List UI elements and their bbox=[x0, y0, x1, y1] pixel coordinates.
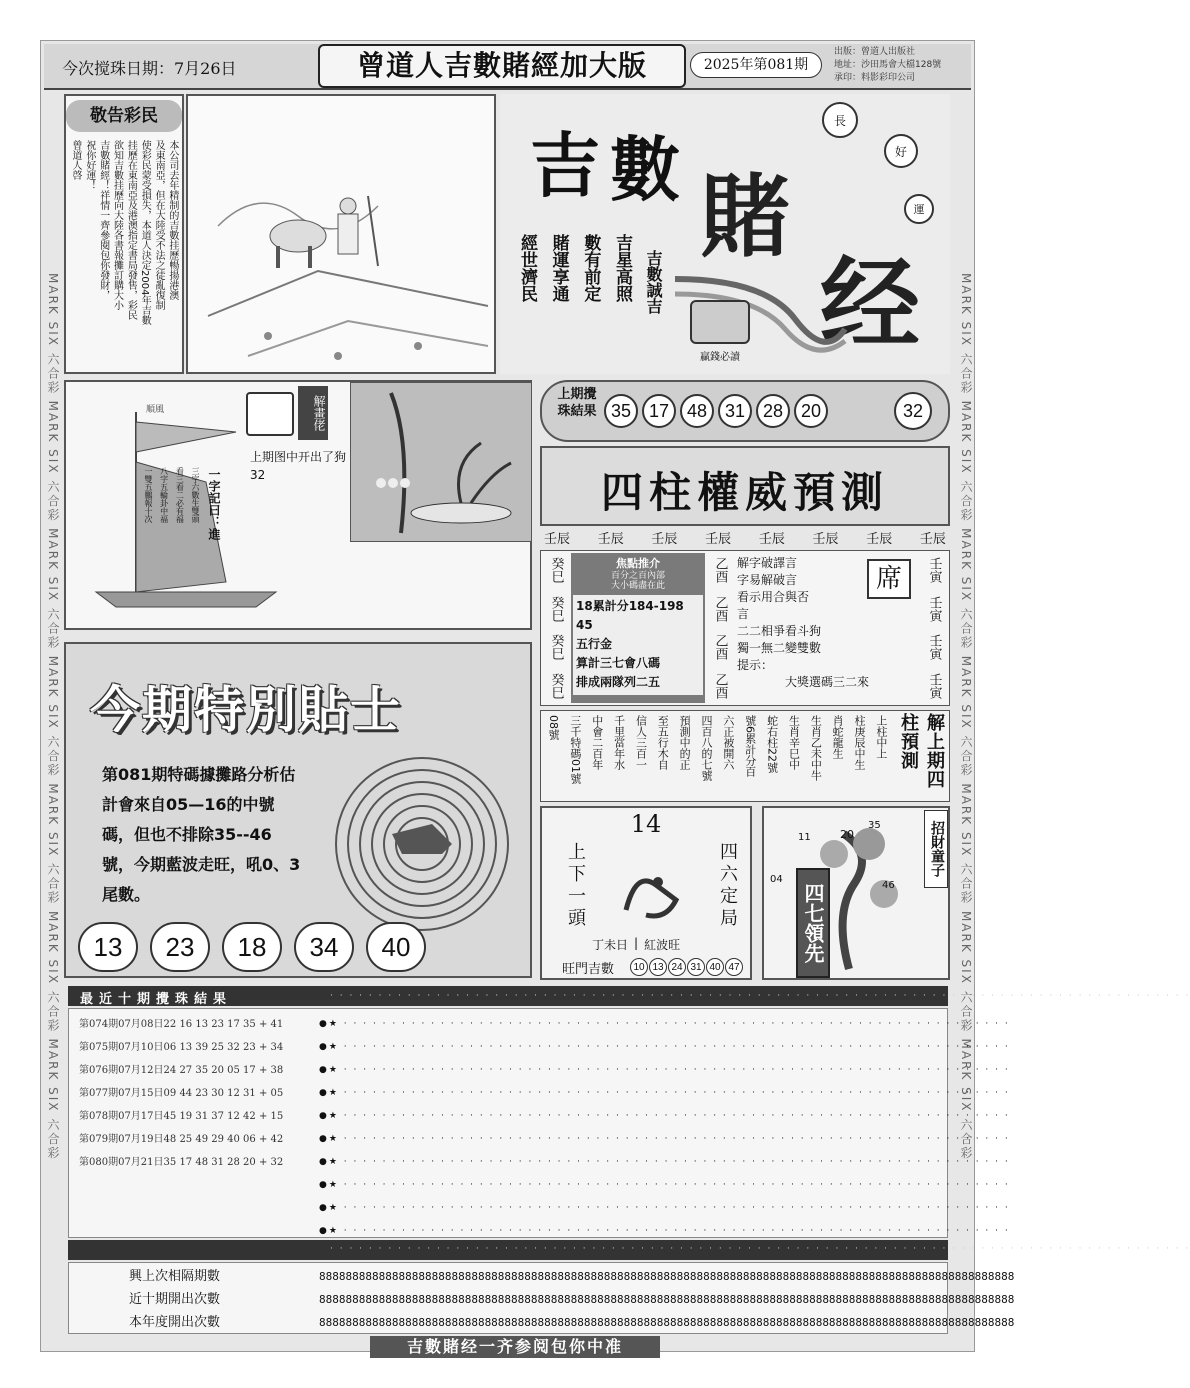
table-row: 第076期07月12日24 27 35 20 05 17 + 38 bbox=[79, 1065, 284, 1076]
solver-label: 解畫佬 bbox=[298, 386, 328, 440]
notice-col: 欲知吉數挂歷向大陸各書報攤訂購大小 bbox=[111, 140, 123, 310]
table-row: 第079期07月19日48 25 49 29 40 06 + 42 bbox=[79, 1134, 284, 1145]
explain-col: 生肖辛巳中 bbox=[787, 715, 801, 770]
pillar-top-row bbox=[540, 528, 950, 548]
fortune-number: 35 bbox=[868, 820, 881, 831]
pillar-cell: 癸巳 bbox=[548, 557, 564, 584]
tip-title: 今期特別貼士 bbox=[90, 681, 402, 739]
pillar-cell: 癸巳 bbox=[548, 634, 564, 661]
table-row: 第077期07月15日09 44 23 30 12 31 + 05 bbox=[79, 1088, 284, 1099]
pillar-cell: 壬寅 bbox=[926, 672, 942, 699]
explain-col: 四百八的七號 bbox=[700, 715, 714, 781]
stats-value: 888888888888888888888888888888888888888888888888888888888888888888888888888888888888888888888888888888888 bbox=[319, 1316, 1015, 1329]
pillar-cell: 壬辰 bbox=[651, 532, 678, 547]
publisher-line: 地址：沙田馬會大檔128號 bbox=[834, 60, 942, 70]
riddle-picture bbox=[350, 382, 532, 542]
fortune-title: 招財童子 bbox=[924, 810, 948, 888]
hint-line: 看示用合與否 bbox=[737, 590, 810, 604]
pillar-cell: 壬辰 bbox=[597, 532, 624, 547]
dragon-number: 14 bbox=[630, 810, 662, 838]
sail-text bbox=[144, 467, 200, 567]
page-title: 曾道人吉數賭經加大版 bbox=[318, 44, 686, 88]
lucky-ball: 24 bbox=[668, 958, 686, 976]
table-row bbox=[79, 1197, 329, 1220]
brand-du: 賭 bbox=[700, 164, 790, 270]
focus-panel bbox=[571, 553, 705, 703]
notice-col: 吉數賭經！祥情一齊參閱包你發財， bbox=[97, 140, 109, 300]
focus-sub: 大小碼盡在此 bbox=[610, 581, 665, 591]
fortune-number: 20 bbox=[840, 828, 854, 841]
focus-line: 五行金 bbox=[576, 637, 613, 651]
tip-section bbox=[64, 642, 532, 978]
stats-value: 888888888888888888888888888888888888888888888888888888888888888888888888888888888888888888888888888888888 bbox=[319, 1270, 1015, 1283]
pillar-cell: 癸巳 bbox=[548, 595, 564, 622]
pillar-cell: 壬辰 bbox=[812, 532, 839, 547]
pillar-cell: 癸巳 bbox=[548, 672, 564, 699]
fortune-banner: 四七領先 bbox=[796, 868, 830, 978]
table-row: 第078期07月17日45 19 31 37 12 42 + 15 bbox=[79, 1111, 284, 1122]
sail-col: 三字六數生雙頭 bbox=[190, 467, 200, 523]
tree-and-fish-illustration bbox=[351, 383, 531, 541]
riddle-section bbox=[64, 380, 532, 630]
dragon-right-text: 四六定局 bbox=[717, 842, 738, 930]
coin-icon: 運 bbox=[904, 194, 934, 224]
hint-line: 提示： bbox=[737, 658, 774, 672]
notice-col: 及東南亞，但在大陸受不法之徒亂復制 bbox=[153, 140, 165, 310]
tip-ball: 34 bbox=[294, 922, 354, 972]
results-header: 最近十期攪珠結果 bbox=[80, 992, 233, 1007]
stats-label: 本年度開出次數 bbox=[129, 1315, 221, 1330]
hint-line: 獨一無二變雙數 bbox=[737, 641, 822, 655]
publisher-info bbox=[834, 46, 970, 85]
explain-col: 08號 bbox=[547, 715, 560, 740]
notice-title: 敬告彩民 bbox=[66, 100, 182, 132]
tip-ball: 13 bbox=[78, 922, 138, 972]
draw-date: 今次搅珠日期：7月26日 bbox=[62, 59, 237, 78]
ox-herder-illustration bbox=[188, 96, 494, 372]
poem-col: 賭運享通 bbox=[548, 234, 569, 302]
explain-col: 信人三百一 bbox=[634, 715, 648, 770]
pillar-cell: 壬辰 bbox=[544, 532, 571, 547]
pillar-cell: 壬寅 bbox=[926, 595, 942, 622]
riddle-result: 上期图中开出了狗32 bbox=[250, 450, 347, 482]
notice-col: 祝你好運！ bbox=[83, 140, 95, 190]
issue-badge: 2025年第081期 bbox=[690, 52, 822, 78]
pillar-cell: 壬辰 bbox=[758, 532, 785, 547]
focus-line: 18累計分184-198 bbox=[576, 599, 684, 613]
notice-col: 挂歷在東南亞及港澳指定書局發售，彩民 bbox=[125, 140, 137, 320]
results-dot-grid: ●★ · · · · · · · · · · · · · · · · · · · · · · · · · · · · · · · · · · · · · · · · · · · · · · · · · · · · · · · · · · · · · · · · · · · · · ●★ · · · · · · · · · · · · · · · · · · · · · · · · · · · · · · · · · · · · · · · · · · · · · · · · · · · · · · · · · · · · · · · · · · · · · ●★ · · · · · · · · · · · · · · · · · · · · · · · · · · · · · · · · · · · · · · · · · · · · · · · · · · · · · · · · · · · · · · · · · · · · · ●★ · · · · · · · · · · · · · · · · · · · · · · · · · · · · · · · · · · · · · · · · · · · · · · · · · · · · · · · · · · · · · · · · · · · · · ●★ · · · · · · · · · · · · · · · · · · · · · · · · · · · · · · · · · · · · · · · · · · · · · · · · · · · · · · · · · · · · · · · · · · · · · ●★ · · · · · · · · · · · · · · · · · · · · · · · · · · · · · · · · · · · · · · · · · · · · · · · · · · · · · · · · · · · · · · · · · · · · · ●★ · · · · · · · · · · · · · · · · · · · · · · · · · · · · · · · · · · · · · · · · · · · · · · · · · · · · · · · · · · · · · · · · · · · · · ●★ · · · · · · · · · · · · · · · · · · · · · · · · · · · · · · · · · · · · · · · · · · · · · · · · · · · · · · · · · · · · · · · · · · · · · ●★ · · · · · · · · · · · · · · · · · · · · · · · · · · · · · · · · · · · · · · · · · · · · · · · · · · · · · · · · · · · · · · · · · · · · · ●★ · · · · · · · · · · · · · · · · · · · · · · · · · · · · · · · · · · · · · · · · · · · · · · · · · · · · · · · · · · · · · · · · · · · · · bbox=[319, 1019, 1010, 1236]
pillar-left-col bbox=[543, 551, 569, 705]
footer-slogan: 吉數賭经一齐参阅包你中准 bbox=[370, 1336, 660, 1358]
focus-line: 算計三七會八碼 bbox=[576, 656, 661, 670]
riddle-label: 一字記曰：進 bbox=[207, 468, 221, 540]
fortune-number: 04 bbox=[770, 874, 783, 885]
hint-line: 大獎選碼三二來 bbox=[784, 675, 869, 689]
explain-col: 六正被開六 bbox=[721, 715, 735, 770]
publisher-line: 出版：曾道人出版社 bbox=[834, 47, 916, 57]
explain-col: 上柱中上 bbox=[874, 715, 888, 759]
focus-sub: 百分之百內部 bbox=[610, 571, 665, 581]
brand-area bbox=[500, 94, 950, 374]
explain-col: 至五行木自 bbox=[656, 715, 670, 770]
results-table bbox=[68, 1008, 1010, 1238]
pillar-cell: 乙酉 bbox=[712, 595, 728, 622]
stats-value: 888888888888888888888888888888888888888888888888888888888888888888888888888888888888888888888888888888888 bbox=[319, 1293, 1015, 1306]
money-icon bbox=[690, 300, 750, 344]
explain-col: 生肖乙未中牛 bbox=[809, 715, 823, 781]
focus-lines bbox=[573, 595, 703, 695]
explain-col: 千里當年水 bbox=[612, 715, 626, 770]
dragon-icon bbox=[616, 860, 686, 930]
stats-header-dots: · · · · · · · · · · · · · · · · · · · · · · · · · · · · · · · · · · · · · · · · · · · · · · · · · · · · · · · · · · · · · · · · · · · · · · · · · · · · · · · · · · · · · · · · · bbox=[330, 1244, 1190, 1254]
brand-jing: 经 bbox=[820, 245, 920, 363]
brand-shu: 數 bbox=[610, 128, 680, 211]
notice-col: 曾道人啓 bbox=[70, 140, 81, 180]
pillar-right-col bbox=[921, 551, 947, 705]
hint-line: 字易解破言 bbox=[737, 573, 798, 587]
focus-title: 焦點推介 bbox=[616, 557, 660, 570]
left-side-strip: MARK SIX 六合彩 MARK SIX 六合彩 MARK SIX 六合彩 MARK SIX 六合彩 MARK SIX 六合彩 MARK SIX 六合彩 MARK SIX 六合彩 bbox=[46, 273, 60, 1161]
explain-col: 蛇右柱22號 bbox=[765, 715, 779, 773]
brand-badge: 贏錢必讀 bbox=[700, 352, 740, 363]
last-draw-ball: 31 bbox=[718, 394, 752, 428]
results-header-dots: · · · · · · · · · · · · · · · · · · · · · · · · · · · · · · · · · · · · · · · · · · · · · · · · · · · · · · · · · · · · · · · · · · · · · · · · · · · · · · · · · · · · · · · · · bbox=[330, 991, 1190, 1001]
pillar-cell: 乙酉 bbox=[712, 634, 728, 661]
last-draw-ball: 17 bbox=[642, 394, 676, 428]
results-rows bbox=[79, 1013, 329, 1243]
stats-values bbox=[319, 1265, 1015, 1334]
poem-col: 經世濟民 bbox=[517, 234, 537, 302]
right-side-strip: MARK SIX 六合彩 MARK SIX 六合彩 MARK SIX 六合彩 MARK SIX 六合彩 MARK SIX 六合彩 MARK SIX 六合彩 MARK SIX 六合彩 bbox=[959, 273, 973, 1161]
table-row: 第074期07月08日22 16 13 23 17 35 + 41 bbox=[79, 1019, 284, 1030]
fortune-number: 11 bbox=[798, 832, 811, 843]
table-row: 第080期07月21日35 17 48 31 28 20 + 32 bbox=[79, 1157, 284, 1168]
hint-line: 解字破譯言 bbox=[737, 556, 798, 570]
explain-col: 肖蛇龍生 bbox=[831, 715, 845, 759]
tip-ball: 40 bbox=[366, 922, 426, 972]
notice-box bbox=[64, 94, 184, 374]
four-pillars-title: 四柱權威預測 bbox=[600, 468, 889, 517]
lucky-ball: 47 bbox=[725, 958, 743, 976]
four-pillars-title-box bbox=[540, 446, 950, 526]
notice-text bbox=[70, 140, 178, 370]
explain-text bbox=[547, 715, 887, 799]
explain-col: 預測中的正 bbox=[678, 715, 692, 770]
tip-ball: 18 bbox=[222, 922, 282, 972]
explain-title: 解上期四柱預測 bbox=[898, 713, 945, 789]
explain-col: 中會二百年 bbox=[590, 715, 604, 770]
lucky-ball: 31 bbox=[687, 958, 705, 976]
flag-text: 順風 bbox=[146, 405, 165, 415]
last-draw-panel bbox=[540, 380, 950, 442]
writing-hand-icon bbox=[246, 392, 294, 436]
focus-line: 45 bbox=[576, 618, 593, 632]
explain-panel bbox=[540, 710, 950, 802]
pillar-cell: 壬辰 bbox=[919, 532, 946, 547]
last-draw-ball: 20 bbox=[794, 394, 828, 428]
pillar-cell: 壬寅 bbox=[926, 557, 942, 584]
hint-line: 言 bbox=[737, 607, 750, 621]
explain-col: 三千特碼01號 bbox=[568, 715, 582, 784]
dragon-box bbox=[540, 806, 752, 980]
publisher-line: 承印：料影彩印公司 bbox=[834, 73, 916, 83]
pillar-cell: 乙酉 bbox=[712, 557, 728, 584]
dragon-bottom-row: 丁未日 | 紅波旺 bbox=[592, 936, 681, 952]
stats-label: 近十期開出次數 bbox=[129, 1292, 221, 1307]
pillar-cell: 壬寅 bbox=[926, 634, 942, 661]
lucky-ball: 13 bbox=[649, 958, 667, 976]
pillar-inner-col bbox=[707, 551, 733, 705]
last-draw-ball: 48 bbox=[680, 394, 714, 428]
notice-col: 使彩民蒙受損失，本道人決定2004年吉數 bbox=[139, 140, 151, 326]
last-draw-special-ball: 32 bbox=[894, 392, 932, 430]
coin-icon: 長 bbox=[822, 102, 858, 138]
dragon-day: 丁未日 bbox=[592, 938, 629, 952]
poem-col: 吉星高照 bbox=[611, 234, 632, 302]
explain-col: 柱庚辰中生 bbox=[853, 715, 867, 770]
tip-ball: 23 bbox=[150, 922, 210, 972]
seat-badge: 席 bbox=[867, 559, 911, 599]
brand-ji: 吉 bbox=[530, 124, 600, 207]
dragon-left-text: 上下一頭 bbox=[565, 842, 586, 930]
table-row: 第075期07月10日06 13 39 25 32 23 + 34 bbox=[79, 1042, 284, 1053]
notice-col: 本公司去年精制的吉數挂歷暢揚港澳 bbox=[166, 140, 178, 300]
dragon-wave: 紅波旺 bbox=[644, 938, 681, 952]
lucky-ball: 10 bbox=[630, 958, 648, 976]
last-draw-label: 上期攪珠結果 bbox=[557, 387, 597, 419]
brand-poem bbox=[514, 234, 634, 364]
last-draw-ball: 28 bbox=[756, 394, 790, 428]
pillar-cell: 壬辰 bbox=[705, 532, 732, 547]
tip-analysis: 第081期特碼據攤路分析估計會來自05—16的中號碼，但也不排除35--46號，今期藍波走旺，吼0、3尾數。 bbox=[102, 765, 301, 904]
table-row bbox=[79, 1174, 329, 1197]
lucky-label: 旺門吉數 bbox=[562, 962, 615, 977]
fortune-box bbox=[762, 806, 950, 980]
riddle-picture-top bbox=[186, 94, 496, 374]
stats-table bbox=[68, 1262, 1015, 1334]
last-draw-ball: 35 bbox=[604, 394, 638, 428]
sail-col: 八字五輪卦中福 bbox=[159, 467, 169, 523]
hint-line: 二二相爭看斗狗 bbox=[737, 624, 822, 638]
stats-label: 興上次相隔期數 bbox=[129, 1269, 221, 1284]
sail-col: 一雙五鵬報十次 bbox=[144, 467, 153, 523]
spiral-target-illustration bbox=[332, 754, 512, 934]
focus-line: 排成兩隊列二五 bbox=[576, 675, 661, 689]
sail-col: 看三看二必有福 bbox=[175, 467, 185, 523]
pillar-cell: 乙酉 bbox=[712, 672, 728, 699]
poem-col: 數有前定 bbox=[580, 234, 601, 302]
pillar-grid bbox=[540, 550, 950, 706]
explain-col: 號6累計分百 bbox=[743, 715, 757, 777]
fortune-number: 46 bbox=[882, 880, 895, 891]
lucky-ball: 40 bbox=[706, 958, 724, 976]
brand-motto: 吉數誠吉 bbox=[644, 250, 663, 314]
coin-icon: 好 bbox=[884, 134, 918, 168]
stats-labels bbox=[129, 1265, 309, 1334]
pillar-cell: 壬辰 bbox=[866, 532, 893, 547]
